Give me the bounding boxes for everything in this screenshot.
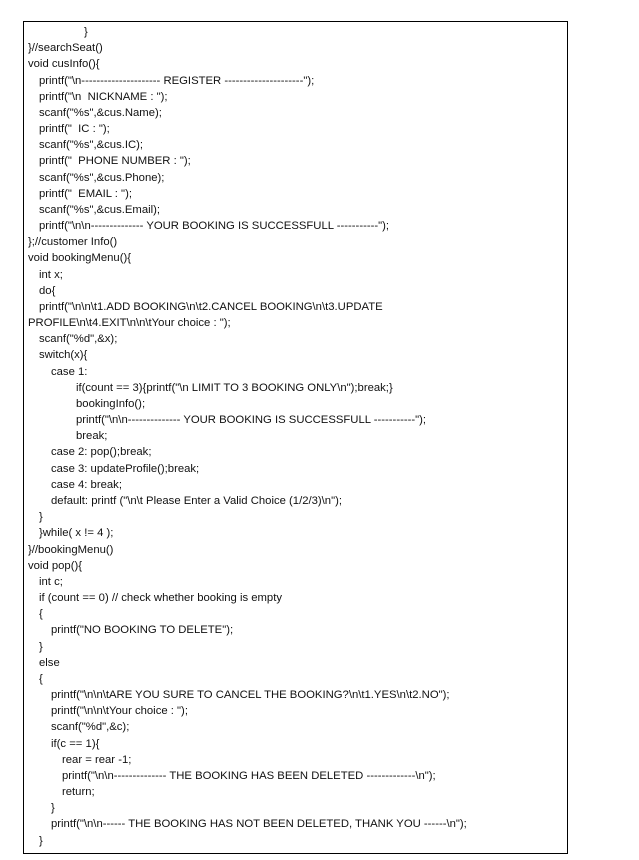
code-line-text: scanf("%d",&x); [39,333,118,346]
code-line [24,24,567,40]
code-line-text: break; [76,430,108,443]
code-line [24,186,567,202]
code-line-text: scanf("%s",&cus.Email); [39,203,161,216]
code-line-text: PROFILE\n\t4.EXIT\n\n\tYour choice : "); [28,317,231,330]
code-line-text: void cusInfo(){ [28,58,100,71]
code-line-text: } [39,640,43,653]
code-line [24,525,567,541]
code-line-text: } [39,834,43,847]
code-line [24,234,567,250]
code-line-text: case 2: pop();break; [51,446,152,459]
code-line-text: printf("\n\n\tARE YOU SURE TO CANCEL THE BOOKING?\n\t1.YES\n\t2.NO"); [51,689,450,702]
code-line-text: printf(" EMAIL : "); [39,187,132,200]
code-line [24,752,567,768]
code-line [24,105,567,121]
code-line [24,218,567,234]
code-line-text: default: printf ("\n\t Please Enter a Valid Choice (1/2/3)\n"); [51,494,343,507]
code-line [24,89,567,105]
code-line [24,461,567,477]
code-line [24,380,567,396]
code-line [24,493,567,509]
code-line [24,542,567,558]
code-line-text: int c; [39,575,63,588]
code-line-text: case 3: updateProfile();break; [51,462,200,475]
code-line-text: case 4: break; [51,478,122,491]
code-line-text: }while( x != 4 ); [39,527,114,540]
code-line-text: printf("\n\n------ THE BOOKING HAS NOT BEEN DELETED, THANK YOU ------\n"); [51,818,467,831]
code-line [24,170,567,186]
code-line [24,299,567,315]
code-line [24,655,567,671]
code-line-text: printf("\n\n\tYour choice : "); [51,705,188,718]
code-line-text: } [51,802,55,815]
code-line [24,816,567,832]
code-line-text: printf("\n\n\t1.ADD BOOKING\n\t2.CANCEL BOOKING\n\t3.UPDATE [39,300,383,313]
code-line-text: scanf("%s",&cus.IC); [39,139,144,152]
code-line-text: printf("\n\n-------------- YOUR BOOKING IS SUCCESSFULL -----------"); [39,220,390,233]
code-line [24,509,567,525]
code-line-text: scanf("%s",&cus.Name); [39,106,162,119]
code-line [24,703,567,719]
code-line-text: printf("\n\n-------------- YOUR BOOKING IS SUCCESSFULL -----------"); [76,414,427,427]
code-line [24,364,567,380]
code-line-text: void bookingMenu(){ [28,252,131,265]
code-line [24,444,567,460]
code-line-text: printf(" IC : "); [39,123,110,136]
code-line [24,428,567,444]
code-line-text: printf("\n\n-------------- THE BOOKING HAS BEEN DELETED -------------\n"); [62,769,436,782]
code-line-text: return; [62,786,95,799]
code-line-text: if(c == 1){ [51,737,100,750]
code-line [24,622,567,638]
code-line [24,606,567,622]
code-line [24,267,567,283]
code-line [24,56,567,72]
code-listing [24,24,567,849]
code-line-text: }//bookingMenu() [28,543,114,556]
code-listing-frame [23,21,568,854]
code-line [24,768,567,784]
code-line [24,73,567,89]
code-line-text: printf("\n--------------------- REGISTER ---------------------"); [39,74,315,87]
code-line [24,558,567,574]
code-line [24,121,567,137]
code-line-text: int x; [39,268,63,281]
code-line-text: printf("NO BOOKING TO DELETE"); [51,624,234,637]
code-line [24,137,567,153]
code-line [24,40,567,56]
code-line [24,315,567,331]
code-line [24,639,567,655]
code-line-text: printf(" PHONE NUMBER : "); [39,155,191,168]
code-line [24,800,567,816]
code-line [24,250,567,266]
code-line [24,736,567,752]
code-line [24,412,567,428]
code-line-text: } [84,26,88,38]
code-line-text: void pop(){ [28,559,83,572]
code-line [24,202,567,218]
code-line-text: do{ [39,284,56,297]
code-line [24,574,567,590]
code-line-text: { [39,608,43,621]
code-line [24,671,567,687]
code-line [24,153,567,169]
code-line [24,687,567,703]
code-line-text: scanf("%d",&c); [51,721,130,734]
code-line-text: switch(x){ [39,349,88,362]
code-line-text: bookingInfo(); [76,397,146,410]
code-line-text: if(count == 3){printf("\n LIMIT TO 3 BOOKING ONLY\n");break;} [76,381,393,394]
code-line-text: printf("\n NICKNAME : "); [39,90,168,103]
code-line [24,833,567,849]
code-line-text: scanf("%s",&cus.Phone); [39,171,165,184]
code-line [24,283,567,299]
code-line-text: else [39,656,60,669]
code-line [24,347,567,363]
code-line [24,331,567,347]
code-line-text: rear = rear -1; [62,753,132,766]
code-line-text: case 1: [51,365,88,378]
code-line-text: if (count == 0) // check whether booking is empty [39,592,283,605]
code-line [24,396,567,412]
code-line [24,719,567,735]
code-line-text: };//customer Info() [28,236,118,249]
code-line [24,477,567,493]
code-line-text: { [39,672,43,685]
code-line [24,590,567,606]
code-line [24,784,567,800]
code-line-text: }//searchSeat() [28,42,103,55]
code-line-text: } [39,511,43,524]
